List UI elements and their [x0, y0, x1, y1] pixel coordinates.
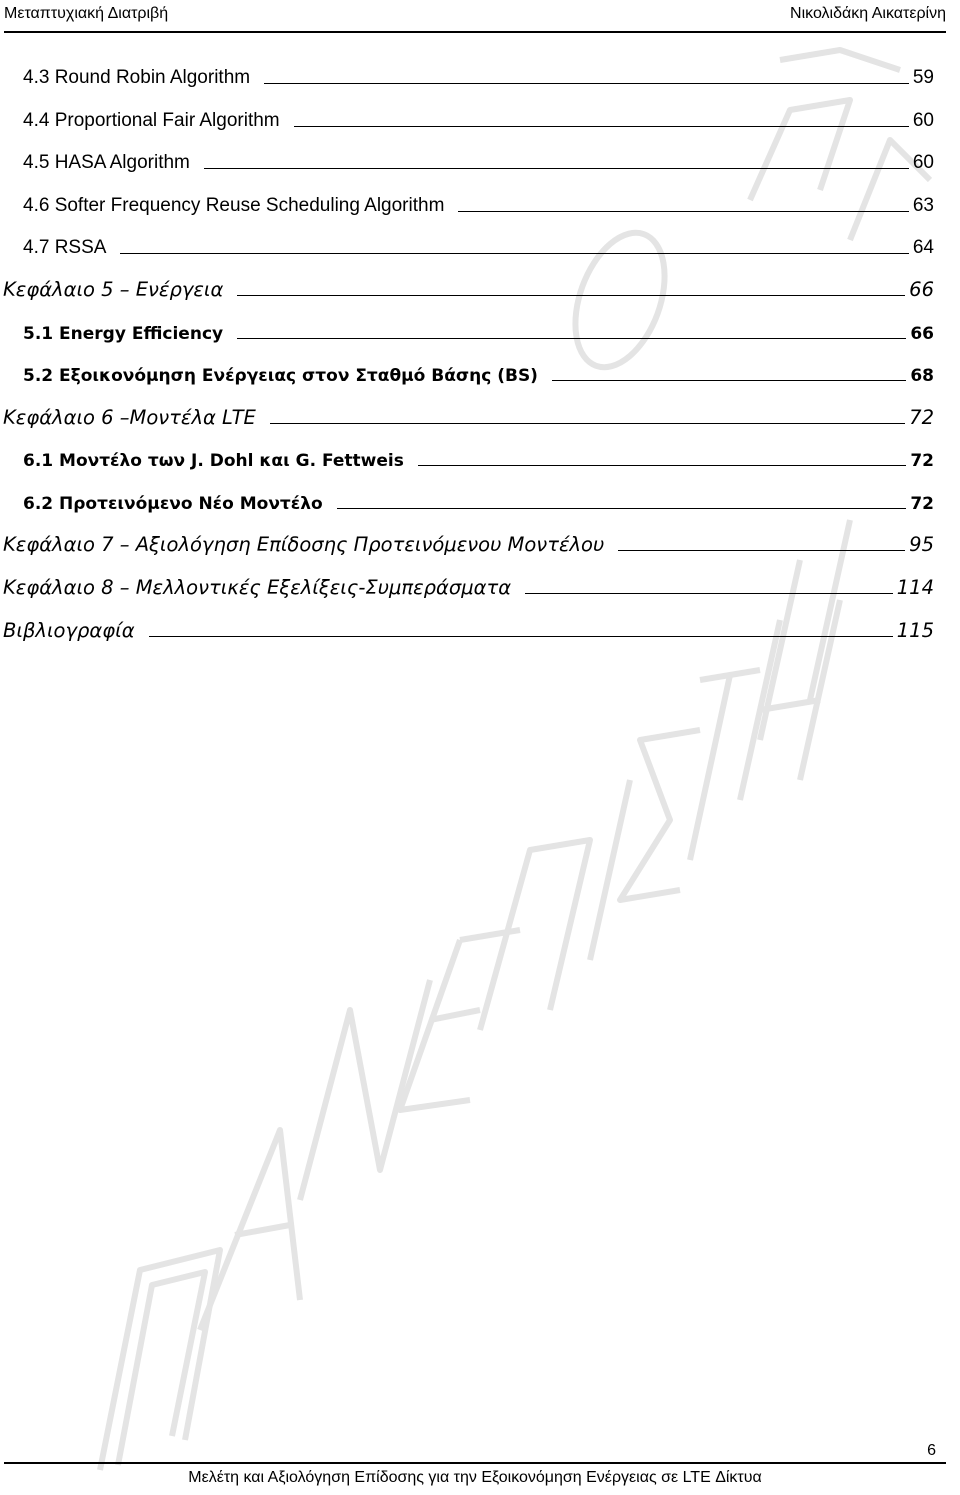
page-number: 6: [927, 1442, 936, 1459]
toc-entry[interactable]: [23, 310, 934, 344]
toc-entry[interactable]: [3, 565, 934, 599]
toc-entry-title: 4.6 Softer Frequency Reuse Scheduling Algorithm: [23, 195, 445, 216]
toc-entry-page: 115: [896, 619, 934, 642]
toc-leader-line: [337, 507, 907, 509]
toc-entry[interactable]: [23, 183, 934, 217]
toc-leader-line: [618, 549, 905, 551]
toc-entry[interactable]: [23, 480, 934, 514]
header-right: Νικολιδάκη Αικατερίνη: [790, 5, 946, 22]
toc-entry-title: 6.1 Μοντέλο των J. Dohl και G. Fettweis: [23, 451, 404, 471]
toc-entry[interactable]: [3, 608, 934, 642]
toc-leader-line: [294, 125, 909, 127]
toc-leader-line: [149, 635, 893, 637]
toc-entry[interactable]: [23, 352, 934, 386]
toc-entry-page: 68: [910, 366, 934, 386]
page-header: [4, 5, 946, 33]
toc-entry-title: 4.5 HASA Algorithm: [23, 152, 190, 173]
toc-entry-title: 5.2 Εξοικονόμηση Ενέργειας στον Σταθμό Βάσης (BS): [23, 366, 538, 386]
toc-entry[interactable]: [3, 267, 934, 301]
toc-leader-line: [525, 592, 893, 594]
toc-entry-title: 5.1 Energy Efficiency: [23, 324, 224, 344]
toc-entry-page: 66: [910, 324, 934, 344]
toc-entry-page: 59: [912, 67, 934, 88]
toc-leader-line: [237, 294, 905, 296]
toc-entry-page: 60: [912, 110, 934, 131]
toc-entry[interactable]: [23, 225, 934, 259]
toc-entry-page: 72: [910, 451, 934, 471]
toc-entry-page: 66: [909, 278, 934, 301]
toc-entry[interactable]: [3, 522, 934, 556]
page-footer: Μελέτη και Αξιολόγηση Επίδοσης για την Εξοικονόμηση Ενέργειας σε LTE Δίκτυα: [4, 1462, 946, 1487]
toc-leader-line: [264, 82, 909, 84]
toc-entry[interactable]: [3, 395, 934, 429]
header-left: Μεταπτυχιακή Διατριβή: [4, 5, 169, 22]
toc-entry[interactable]: [23, 98, 934, 132]
toc-entry-title: Βιβλιογραφία: [3, 619, 135, 642]
toc-leader-line: [270, 422, 905, 424]
toc-entry-page: 95: [909, 533, 934, 556]
toc-entry-title: 6.2 Προτεινόμενο Νέο Μοντέλο: [23, 494, 323, 514]
toc-entry[interactable]: [23, 140, 934, 174]
toc-entry-title: Κεφάλαιο 5 – Ενέργεια: [3, 278, 224, 301]
toc-entry[interactable]: [23, 55, 934, 89]
toc-entry-page: 114: [896, 576, 934, 599]
toc-entry-title: 4.7 RSSA: [23, 237, 107, 258]
toc-entry-page: 72: [910, 494, 934, 514]
toc-entry-title: Κεφάλαιο 8 – Μελλοντικές Εξελίξεις-Συμπεράσματα: [3, 576, 512, 599]
toc-entry-page: 64: [912, 237, 934, 258]
toc-entry-page: 60: [912, 152, 934, 173]
toc-leader-line: [458, 210, 908, 212]
toc-entry-title: Κεφάλαιο 7 – Αξιολόγηση Επίδοσης Προτεινόμενου Μοντέλου: [3, 533, 605, 556]
toc-leader-line: [237, 337, 906, 339]
toc-leader-line: [120, 252, 908, 254]
toc-entry-title: 4.3 Round Robin Algorithm: [23, 67, 251, 88]
toc-entry-title: 4.4 Proportional Fair Algorithm: [23, 110, 280, 131]
toc-leader-line: [204, 167, 909, 169]
toc-entry-title: Κεφάλαιο 6 –Μοντέλα LTE: [3, 406, 256, 429]
toc-leader-line: [418, 464, 906, 466]
toc-entry-page: 63: [912, 195, 934, 216]
toc-leader-line: [552, 379, 906, 381]
toc-entry[interactable]: [23, 437, 934, 471]
toc-entry-page: 72: [909, 406, 934, 429]
